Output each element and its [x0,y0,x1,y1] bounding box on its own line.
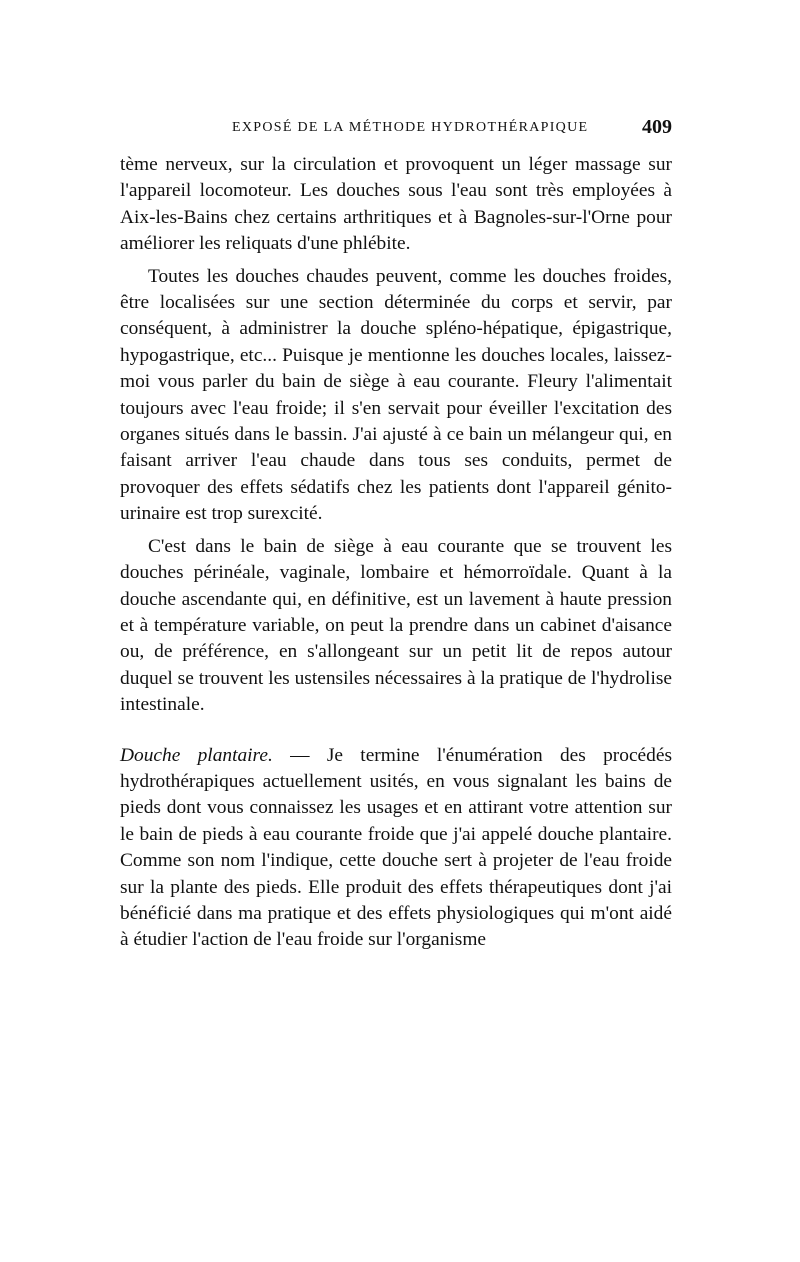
section-text: — Je termine l'énumération des procédés hydrothérapiques actuellement usités, en vous signalant les bains de pieds dont vous connaissez les usages et en attirant votre attention sur le bain de pieds à eau courante froide que j'ai appelé douche plantaire. Comme son nom l'indique, cette douche sert à projeter de l'eau froide sur la plante des pieds. Elle produit des effets thérapeutiques dont j'ai bénéficié dans ma pratique et des effets physiologiques qui m'ont aidé à étudier l'action de l'eau froide sur l'organisme [120,744,673,951]
section-title: Douche plantaire. [120,744,273,766]
running-head [120,116,672,142]
body-text [120,152,672,960]
paragraph-continued: tème nerveux, sur la circulation et provoquent un léger massage sur l'appareil locomoteur. Les douches sous l'eau sont très employées à Aix-les-Bains chez certains arthritiques et à Bagnoles-sur-l'Orne pour améliorer les reliquats d'une phlébite. [120,154,672,255]
running-title: EXPOSÉ DE LA MÉTHODE HYDROTHÉRAPIQUE [232,120,589,135]
paragraph-local-douches: Toutes les douches chaudes peuvent, comme les douches froides, être localisées sur une section déterminée du corps et servir, par conséquent, à administrer la douche spléno-hépatique, épigastrique, hypogastrique, etc... Puisque je mentionne les douches locales, laissez-moi vous parler du bain de siège à eau courante. Fleury l'alimentait toujours avec l'eau froide; il s'en servait pour éveiller l'excitation des organes situés dans le bassin. J'ai ajusté à ce bain un mélangeur qui, en faisant arriver l'eau chaude dans tous ses conduits, permet de provoquer des effets sédatifs chez les patients dont l'appareil génito-urinaire est trop surexcité. [120,265,672,525]
section-douche-plantaire [120,743,672,954]
paragraph-sitz-bath: C'est dans le bain de siège à eau courante que se trouvent les douches périnéale, vaginale, lombaire et hémorroïdale. Quant à la douche ascendante qui, en définitive, est un lavement à haute pression et à température variable, on peut la prendre dans un cabinet d'aisance ou, de préférence, en s'allongeant sur un petit lit de repos autour duquel se trouvent les ustensiles nécessaires à la pratique de l'hydrolise intestinale. [120,535,672,716]
page-number: 409 [642,116,672,138]
